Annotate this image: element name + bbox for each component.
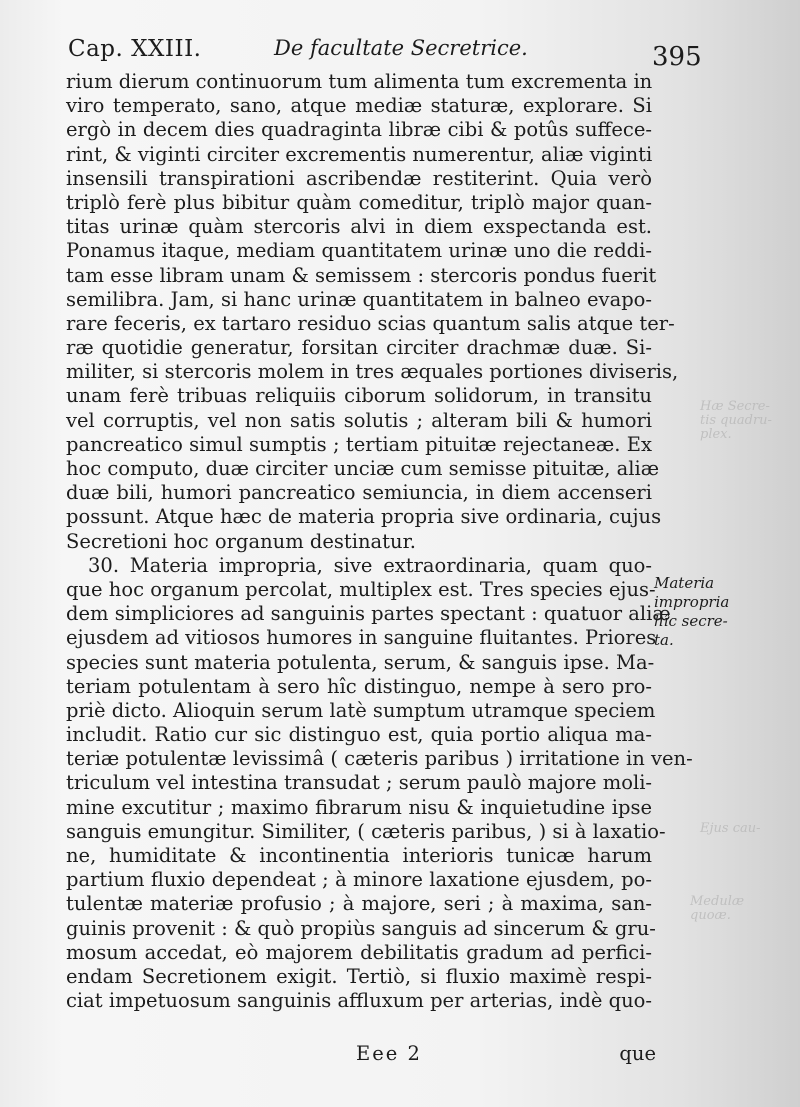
text-line: mine excutitur ; maximo fibrarum nisu & inquietudine ipse (66, 795, 652, 819)
text-line: vel corruptis, vel non satis solutis ; alteram bili & humori (66, 408, 652, 432)
text-line: duæ bili, humori pancreatico semiuncia, in diem accenseri (66, 481, 652, 505)
text-line: dem simpliciores ad sanguinis partes spectant : quatuor aliæ (66, 602, 671, 626)
show-through-ink: Medulæ quoæ. (690, 894, 745, 923)
text-line: mosum accedat, eò majorem debilitatis gradum ad perfici- (66, 940, 652, 964)
text-line: guinis provenit : & quò propiùs sanguis ad sincerum & gru- (66, 916, 656, 940)
margin-note (654, 574, 794, 650)
margin-note-line: impropria (654, 593, 730, 611)
text-line: partium fluxio dependeat ; à minore laxatione ejusdem, po- (66, 868, 652, 892)
text-line: titas urinæ quàm stercoris alvi in diem exspectanda est. (66, 215, 652, 239)
show-through-ink: Ejus cau- (700, 821, 761, 836)
chapter-heading: Cap. XXIII. (68, 36, 202, 62)
page-footer (66, 1042, 656, 1072)
text-line: triculum vel intestina transudat ; serum paulò majore moli- (66, 771, 653, 795)
margin-note-line: Materia (654, 574, 715, 592)
text-line: rare feceris, ex tartaro residuo scias quantum salis atque ter- (66, 311, 675, 335)
text-line: rium dierum continuorum tum alimenta tum excrementa in (66, 70, 653, 93)
text-line: teriam potulentam à sero hîc distinguo, nempe à sero pro- (66, 674, 652, 698)
text-line: 30. Materia impropria, sive extraordinaria, quam quo- (88, 553, 652, 577)
text-line: militer, si stercoris molem in tres æquales portiones diviseris, (66, 360, 679, 384)
text-line: priè dicto. Alioquin serum latè sumptum utramque speciem (66, 698, 656, 722)
signature-mark: Eee 2 (356, 1042, 422, 1065)
text-line: possunt. Atque hæc de materia propria sive ordinaria, cujus (66, 505, 662, 529)
text-line: teriæ potulentæ levissimâ ( cæteris paribus ) irritatione in ven- (66, 747, 693, 771)
text-line: tulentæ materiæ profusio ; à majore, seri ; à maxima, san- (66, 892, 652, 916)
text-line: tam esse libram unam & semissem : stercoris pondus fuerit (66, 263, 657, 287)
text-line: hoc computo, duæ circiter unciæ cum semisse pituitæ, aliæ (66, 457, 660, 480)
text-line: semilibra. Jam, si hanc urinæ quantitatem in balneo evapo- (66, 287, 652, 311)
running-head (66, 36, 702, 72)
catchword: que (619, 1042, 656, 1065)
text-line: sanguis emungitur. Similiter, ( cæteris paribus, ) si à laxatio- (66, 819, 666, 843)
text-line: includit. Ratio cur sic distinguo est, quia portio aliqua ma- (66, 723, 652, 747)
text-line: species sunt materia potulenta, serum, & sanguis ipse. Ma- (66, 650, 655, 674)
text-line: unam ferè tribuas reliquiis ciborum solidorum, in transitu (66, 384, 652, 408)
text-line: ciat impetuosum sanguinis affluxum per arterias, indè quo- (66, 989, 652, 1013)
running-title: De facultate Secretrice. (274, 36, 528, 60)
margin-note-line: ta. (654, 631, 674, 649)
text-line: insensili transpirationi ascribendæ restiterint. Quia verò (66, 166, 652, 190)
margin-note-line: hîc secre- (654, 612, 728, 630)
text-line: rint, & viginti circiter excrementis numerentur, aliæ viginti (66, 142, 653, 166)
text-line: ræ quotidie generatur, forsitan circiter drachmæ duæ. Si- (66, 336, 652, 360)
page-number: 395 (652, 42, 702, 72)
text-line: triplò ferè plus bibitur quàm comeditur, triplò major quan- (66, 190, 652, 214)
text-line: pancreatico simul sumptis ; tertiam pituitæ rejectaneæ. Ex (66, 432, 652, 456)
text-line: Secretioni hoc organum destinatur. (66, 529, 416, 553)
text-line: que hoc organum percolat, multiplex est. Tres species ejus- (66, 577, 656, 601)
text-line: viro temperato, sano, atque mediæ staturæ, explorare. Si (66, 94, 652, 118)
text-line: ergò in decem dies quadraginta libræ cibi & potûs suffece- (66, 118, 652, 142)
text-line: ejusdem ad vitiosos humores in sanguine fluitantes. Priores (66, 626, 657, 650)
text-line: ne, humiditate & incontinentia interioris tunicæ harum (66, 844, 652, 867)
text-line: Ponamus itaque, mediam quantitatem urinæ uno die reddi- (66, 239, 652, 263)
show-through-ink: Hæ Secre- tis quadru- plex. (700, 399, 772, 442)
text-line: endam Secretionem exigit. Tertiò, si fluxio maximè respi- (66, 964, 652, 988)
